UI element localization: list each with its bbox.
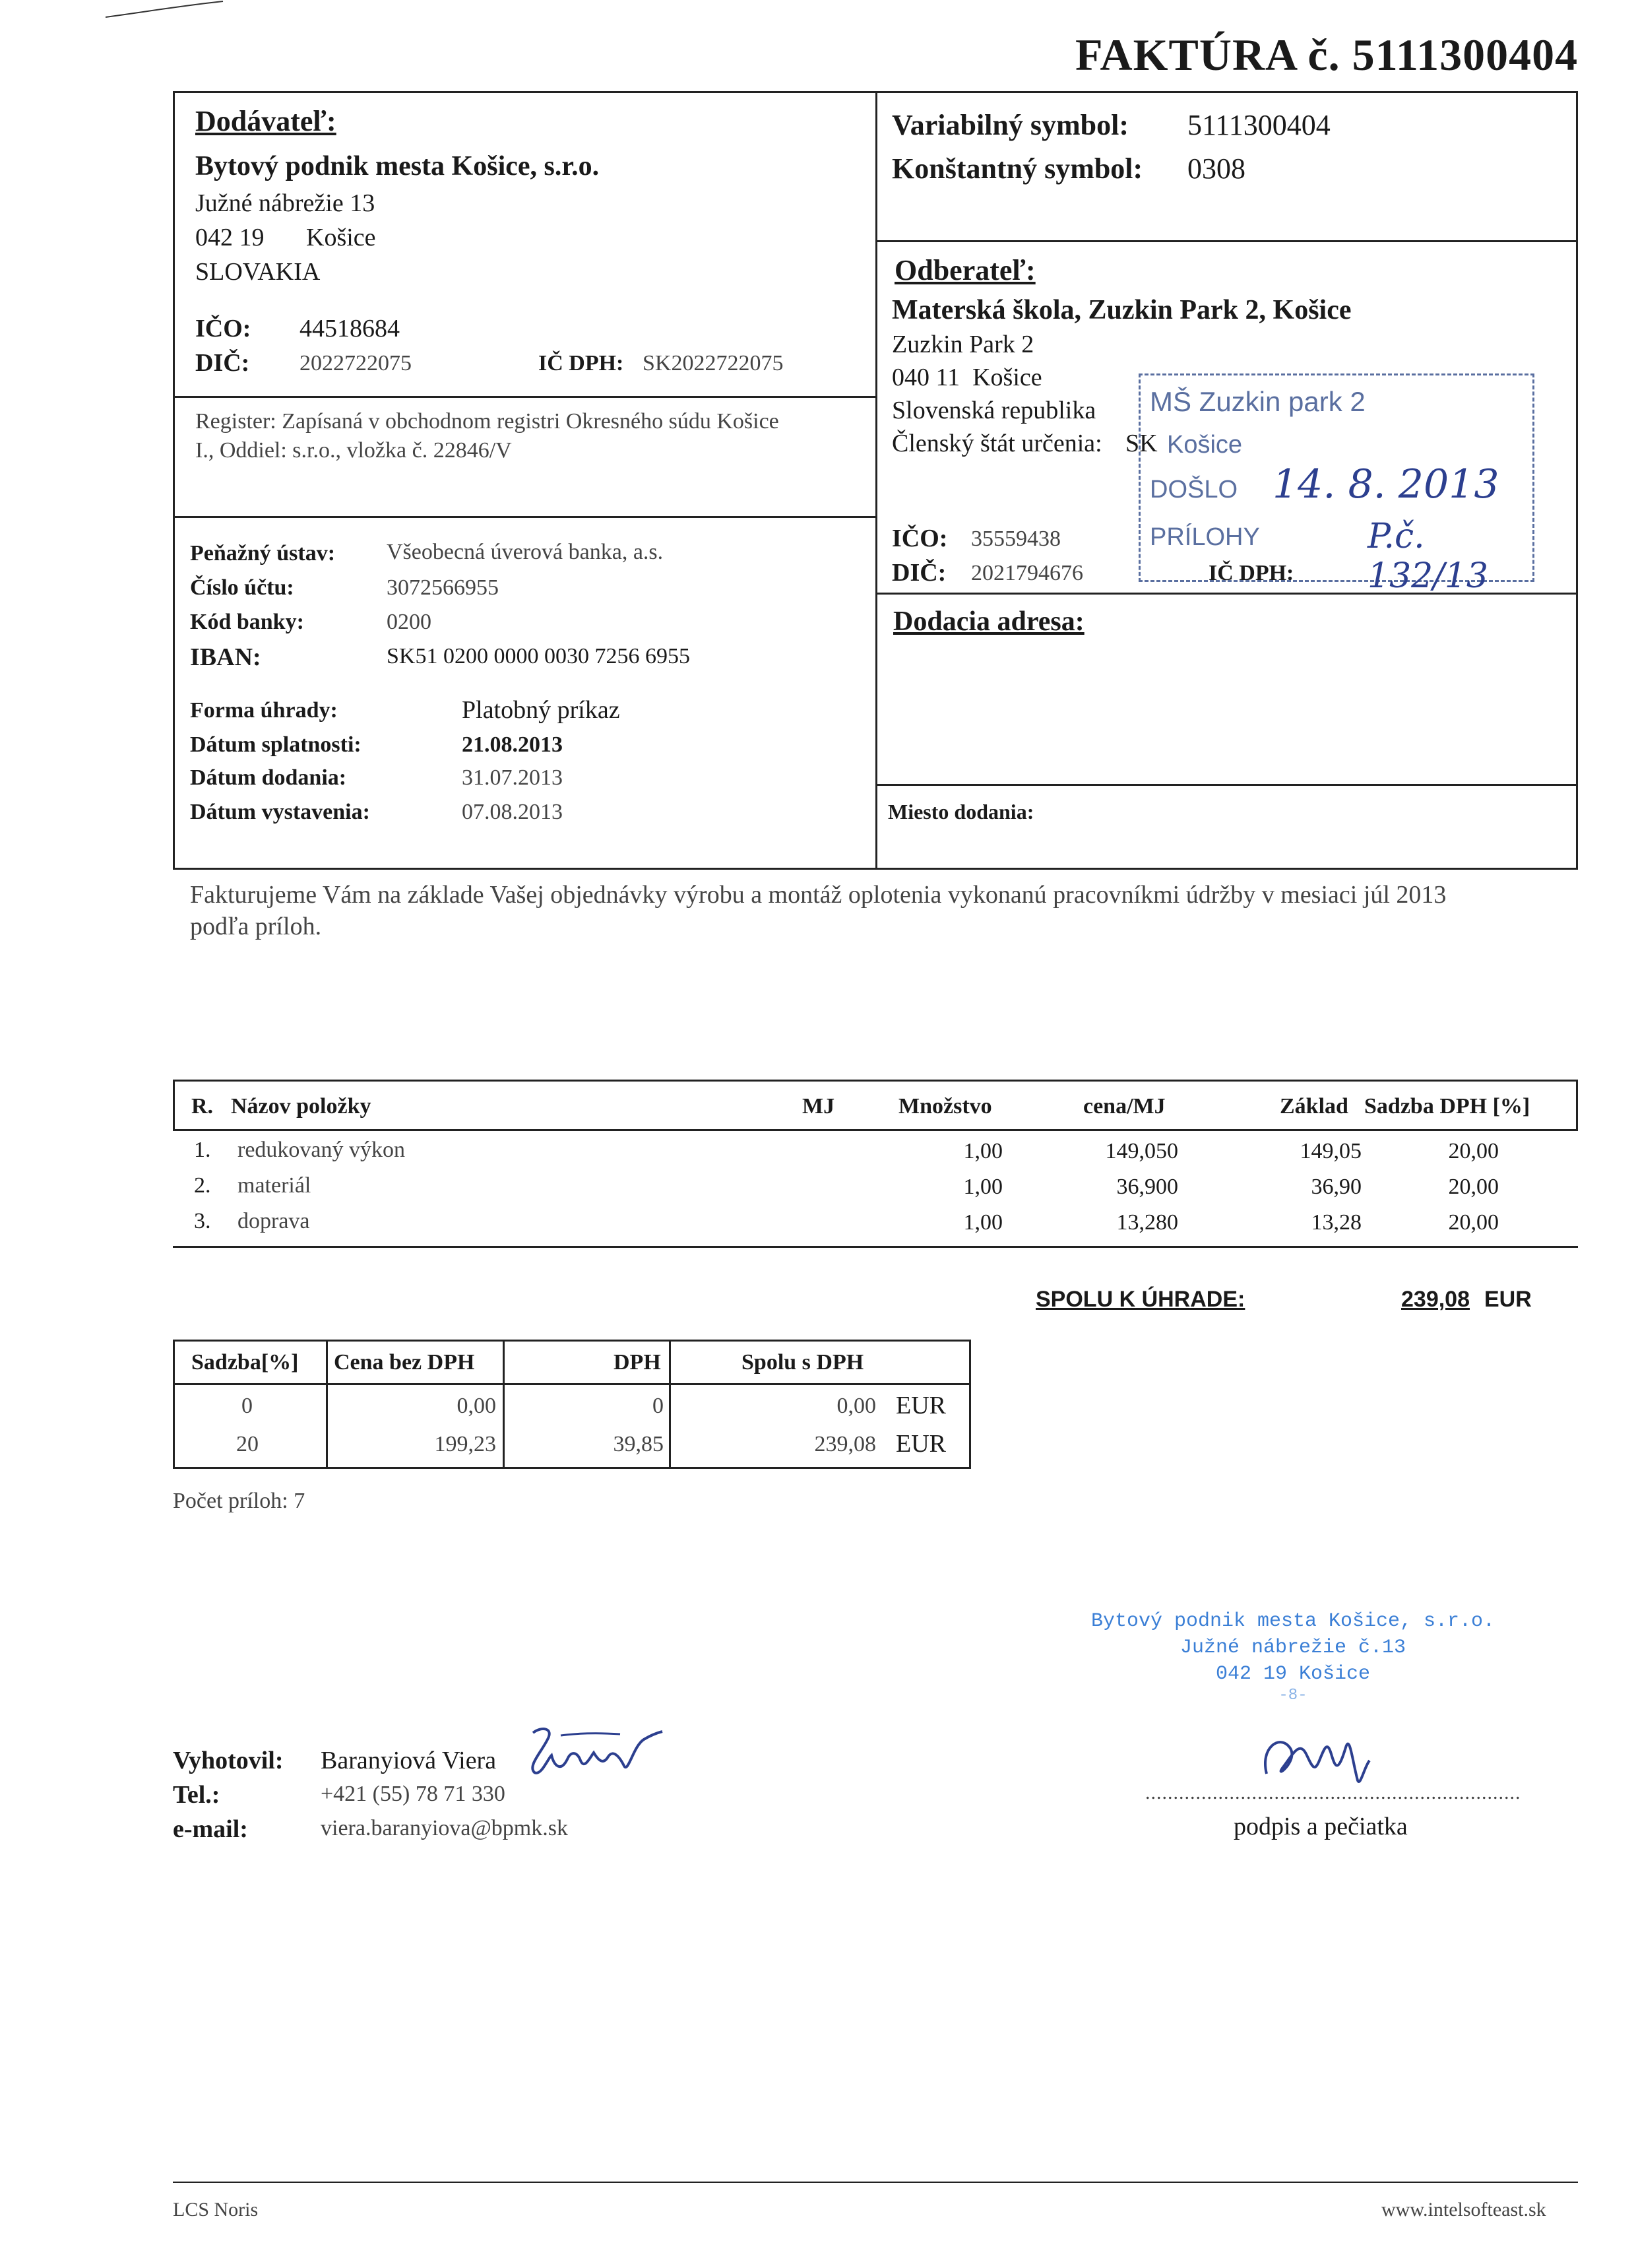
bank-iban-label: IBAN:: [190, 643, 261, 671]
delivery-date: 31.07.2013: [462, 765, 563, 790]
vat-summary-header-net: Cena bez DPH: [334, 1350, 475, 1375]
symbols-customer-rule: [875, 240, 1578, 242]
company-stamp: [1082, 1610, 1504, 1704]
supplier-icdph: SK2022722075: [643, 351, 784, 375]
item-row-2-qty: 1,00: [963, 1175, 1003, 1199]
issue-date-label: Dátum vystavenia:: [190, 800, 370, 824]
vat-summary-col-rule-2: [503, 1340, 505, 1469]
customer-dic-label: DIČ:: [892, 559, 947, 587]
received-stamp-line2: Košice: [1167, 431, 1243, 459]
item-row-1-vat-rate: 20,00: [1448, 1139, 1499, 1163]
items-bottom-rule: [173, 1246, 1578, 1248]
due-date: 21.08.2013: [462, 732, 563, 757]
item-row-3-unit-price: 13,280: [1116, 1210, 1178, 1235]
constant-symbol-value: 0308: [1187, 152, 1245, 185]
delivery-place-rule: [875, 784, 1578, 786]
item-row-3-r: 3.: [194, 1209, 211, 1233]
supplier-dic-label: DIČ:: [195, 349, 250, 377]
customer-ico-label: IČO:: [892, 525, 948, 552]
payment-form-label: Forma úhrady:: [190, 698, 338, 723]
vat-row-2-vat: 39,85: [613, 1432, 664, 1456]
supplier-heading: Dodávateľ:: [195, 105, 336, 137]
bank-account: 3072566955: [387, 575, 499, 600]
received-stamp-number: P.č. 132/13: [1368, 517, 1488, 596]
customer-icdph-label: IČ DPH:: [1209, 561, 1294, 585]
attachments-count: Počet príloh: 7: [173, 1489, 305, 1513]
customer-country: Slovenská republika: [892, 397, 1096, 424]
item-row-2-vat-rate: 20,00: [1448, 1175, 1499, 1199]
item-row-3-name: doprava: [237, 1209, 310, 1233]
vat-summary-header-gross: Spolu s DPH: [741, 1350, 864, 1375]
customer-street: Zuzkin Park 2: [892, 331, 1034, 358]
vat-summary-header-vat: DPH: [614, 1350, 661, 1375]
item-row-2-r: 2.: [194, 1173, 211, 1198]
company-stamp-line4: -8-: [1278, 1687, 1307, 1704]
supplier-icdph-label: IČ DPH:: [538, 351, 624, 375]
tel-label: Tel.:: [173, 1781, 220, 1809]
items-header-r: R.: [191, 1094, 214, 1118]
supplier-ico-label: IČO:: [195, 315, 251, 342]
supplier-postal: 042 19: [195, 224, 265, 251]
footer-rule: [173, 2182, 1578, 2183]
item-row-3-base: 13,28: [1311, 1210, 1362, 1235]
signature-dotted-line: ...................................................................: [1145, 1782, 1521, 1803]
received-stamp-date: 14. 8. 2013: [1273, 461, 1499, 507]
intro-line1: Fakturujeme Vám na základe Vašej objednávky výrobu a montáž oplotenia vykonanú pracovníkmi údržby v mesiaci júl 2013: [190, 881, 1447, 909]
supplier-bank-rule: [173, 516, 877, 518]
customer-member-state-label: Členský štát určenia:: [892, 430, 1102, 457]
customer-city: 040 11 Košice: [892, 364, 1042, 391]
total-value: 239,08: [1401, 1287, 1470, 1312]
due-date-label: Dátum splatnosti:: [190, 732, 362, 757]
items-header-unit-price: cena/MJ: [1083, 1094, 1166, 1118]
bank-code-label: Kód banky:: [190, 610, 304, 634]
vat-row-2-gross: 239,08: [814, 1432, 876, 1456]
supplier-dic: 2022722075: [299, 351, 412, 375]
total-label: SPOLU K ÚHRADE:: [1036, 1287, 1245, 1312]
received-stamp-line1: MŠ Zuzkin park 2: [1150, 386, 1366, 417]
items-header-vat-rate: Sadzba DPH [%]: [1364, 1094, 1530, 1118]
total-currency: EUR: [1484, 1287, 1532, 1312]
issue-date: 07.08.2013: [462, 800, 563, 824]
customer-heading: Odberateľ:: [895, 254, 1036, 286]
made-by-name: Baranyiová Viera: [321, 1747, 497, 1774]
delivery-address-label: Dodacia adresa:: [893, 606, 1085, 637]
customer-member-state: SK: [1125, 430, 1158, 457]
footer-right: www.intelsofteast.sk: [1381, 2199, 1546, 2220]
bank-institution-label: Peňažný ústav:: [190, 541, 336, 566]
items-header-qty: Množstvo: [898, 1094, 992, 1118]
vat-row-1-currency: EUR: [896, 1392, 946, 1419]
items-header-base: Základ: [1280, 1094, 1348, 1118]
received-stamp-label-prilohy: PRÍLOHY: [1150, 523, 1260, 551]
payment-form: Platobný príkaz: [462, 696, 620, 724]
vat-row-1-net: 0,00: [456, 1394, 496, 1418]
supplier-name: Bytový podnik mesta Košice, s.r.o.: [195, 151, 600, 181]
supplier-register-line2: I., Oddiel: s.r.o., vložka č. 22846/V: [195, 438, 512, 463]
bank-institution: Všeobecná úverová banka, a.s.: [387, 540, 664, 564]
made-by-label: Vyhotovil:: [173, 1747, 284, 1774]
vat-row-2-rate: 20: [236, 1432, 259, 1456]
supplier-register-top-rule: [173, 396, 877, 398]
received-stamp-label-doslo: DOŠLO: [1150, 476, 1238, 503]
item-row-3-vat-rate: 20,00: [1448, 1210, 1499, 1235]
item-row-2-unit-price: 36,900: [1116, 1175, 1178, 1199]
company-stamp-line3: 042 19 Košice: [1215, 1663, 1371, 1685]
items-header-name: Názov položky: [231, 1094, 371, 1118]
invoice-title: FAKTÚRA č. 5111300404: [1075, 30, 1579, 80]
item-row-2-base: 36,90: [1311, 1175, 1362, 1199]
vat-row-1-gross: 0,00: [836, 1394, 876, 1418]
vat-row-2-net: 199,23: [434, 1432, 496, 1456]
vat-row-2-currency: EUR: [896, 1430, 946, 1458]
vat-row-1-vat: 0: [652, 1394, 664, 1418]
scan-corner-mark: [106, 0, 224, 20]
supplier-city: Košice: [306, 224, 376, 251]
customer-dic: 2021794676: [971, 561, 1083, 585]
received-stamp: [1139, 373, 1534, 596]
items-header-mj: MJ: [802, 1094, 835, 1118]
signature-caption: podpis a pečiatka: [1234, 1813, 1408, 1840]
delivery-place-label: Miesto dodania:: [888, 800, 1034, 824]
customer-name: Materská škola, Zuzkin Park 2, Košice: [892, 295, 1352, 325]
bank-iban: SK51 0200 0000 0030 7256 6955: [387, 644, 690, 668]
supplier-country: SLOVAKIA: [195, 258, 321, 286]
footer-left: LCS Noris: [173, 2199, 259, 2220]
variable-symbol-value: 5111300404: [1187, 109, 1331, 141]
item-row-1-base: 149,05: [1300, 1139, 1362, 1163]
item-row-1-r: 1.: [194, 1138, 211, 1162]
bank-account-label: Číslo účtu:: [190, 575, 294, 600]
supplier-register-line1: Register: Zapísaná v obchodnom registri Okresného súdu Košice: [195, 409, 779, 434]
company-stamp-line1: Bytový podnik mesta Košice, s.r.o.: [1090, 1610, 1495, 1633]
delivery-date-label: Dátum dodania:: [190, 765, 347, 790]
customer-ico: 35559438: [971, 527, 1061, 551]
email-value: viera.baranyiova@bpmk.sk: [321, 1816, 568, 1840]
vat-summary-col-rule-1: [326, 1340, 328, 1469]
item-row-2-name: materiál: [237, 1173, 311, 1198]
bank-code: 0200: [387, 610, 431, 634]
item-row-1-qty: 1,00: [963, 1139, 1003, 1163]
vat-row-1-rate: 0: [241, 1394, 253, 1418]
constant-symbol-label: Konštantný symbol:: [892, 152, 1143, 185]
vat-summary-header-rule: [173, 1383, 971, 1385]
email-label: e-mail:: [173, 1815, 248, 1843]
item-row-1-name: redukovaný výkon: [237, 1138, 406, 1162]
supplier-ico: 44518684: [299, 315, 400, 342]
item-row-3-qty: 1,00: [963, 1210, 1003, 1235]
company-stamp-line2: Južné nábrežie č.13: [1180, 1636, 1406, 1659]
item-row-1-unit-price: 149,050: [1105, 1139, 1178, 1163]
header-divider-vertical: [875, 91, 877, 870]
supplier-street: Južné nábrežie 13: [195, 189, 375, 217]
variable-symbol-label: Variabilný symbol:: [892, 109, 1129, 141]
vat-summary-col-rule-3: [669, 1340, 671, 1469]
signature-issuer: [521, 1720, 673, 1792]
intro-line2: podľa príloh.: [190, 913, 322, 940]
vat-summary-header-rate: Sadzba[%]: [191, 1350, 299, 1375]
tel-value: +421 (55) 78 71 330: [321, 1782, 505, 1806]
